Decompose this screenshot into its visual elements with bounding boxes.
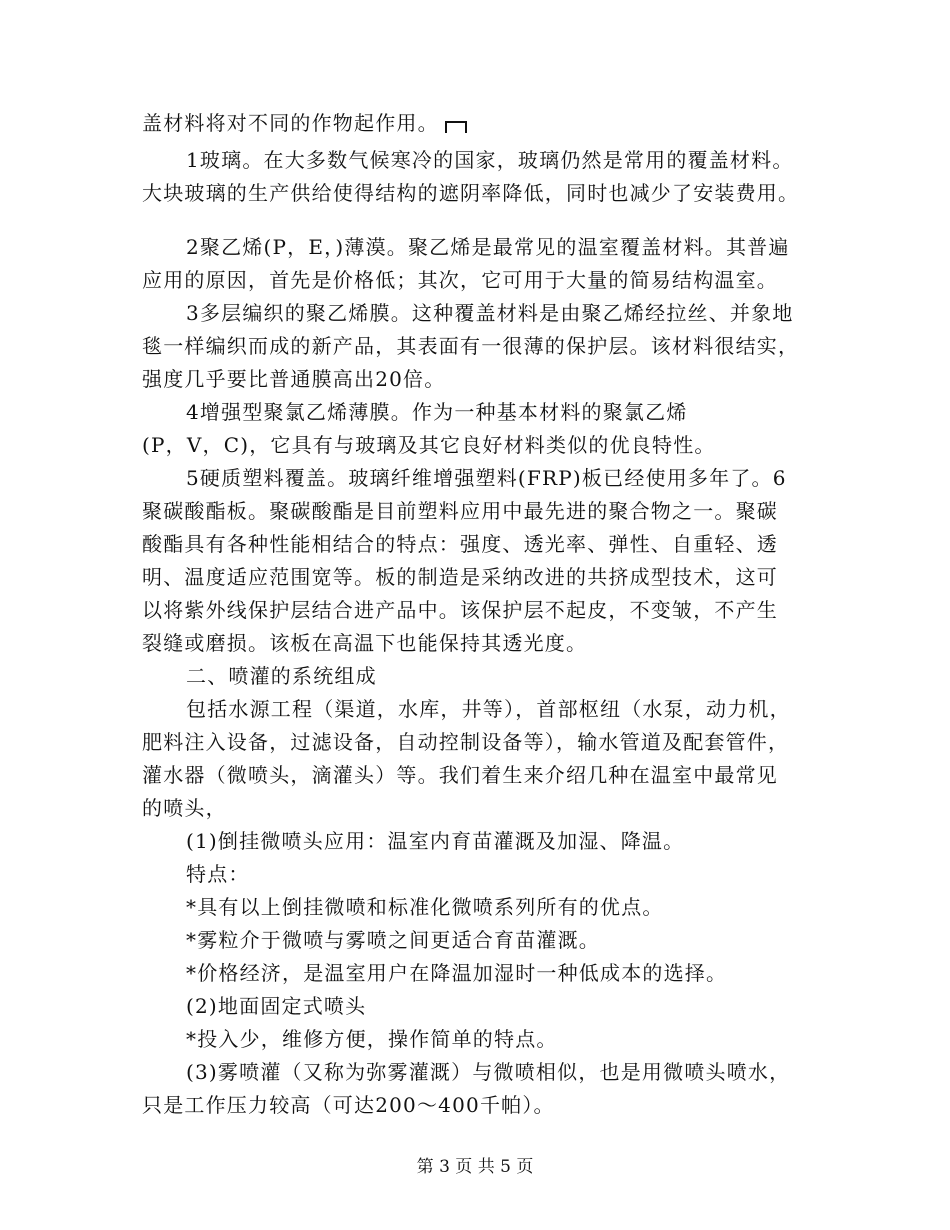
text-line: (2)地面固定式喷头 — [186, 994, 367, 1018]
edit-mark-icon — [445, 121, 467, 133]
section-heading: 二、喷灌的系统组成 — [186, 664, 377, 688]
text-line: 裂缝或磨损。该板在高温下也能保持其透光度。 — [142, 631, 588, 655]
text-line: 强度几乎要比普通膜高出20倍。 — [142, 367, 446, 391]
text-line: 5硬质塑料覆盖。玻璃纤维增强塑料(FRP)板已经使用多年了。6 — [186, 466, 787, 490]
text-line: 的喷头， — [142, 796, 227, 820]
text-line: 大块玻璃的生产供给使得结构的遮阴率降低，同时也减少了安装费用。 — [142, 181, 800, 205]
text-line: 3多层编织的聚乙烯膜。这种覆盖材料是由聚乙烯经拉丝、并象地 — [186, 301, 794, 325]
bullet-line: *雾粒介于微喷与雾喷之间更适合育苗灌溉。 — [186, 928, 600, 952]
text-line: 2聚乙烯(P，E，)薄漠。聚乙烯是最常见的温室覆盖材料。其普遍 — [186, 235, 790, 259]
text-line: 灌水器（微喷头，滴灌头）等。我们着生来介绍几种在温室中最常见 — [142, 763, 778, 787]
text-line: 特点： — [186, 862, 250, 886]
text-line: 1玻璃。在大多数气候寒冷的国家，玻璃仍然是常用的覆盖材料。 — [186, 148, 794, 172]
text-line: 肥料注入设备，过滤设备，自动控制设备等），输水管道及配套管件， — [142, 730, 790, 754]
text-line: 聚碳酸酯板。聚碳酸酯是目前塑料应用中最先进的聚合物之一。聚碳 — [142, 499, 778, 523]
text-line: 应用的原因，首先是价格低；其次，它可用于大量的简易结构温室。 — [142, 268, 778, 292]
text-line: 盖材料将对不同的作物起作用。 — [142, 110, 467, 136]
text-line: 明、温度适应范围宽等。板的制造是采纳改进的共挤成型技术，这可 — [142, 565, 778, 589]
page-footer: 第 3 页 共 5 页 — [416, 1157, 534, 1177]
bullet-line: *投入少，维修方便，操作简单的特点。 — [186, 1027, 558, 1051]
text-line: 只是工作压力较高（可达200～400千帕）。 — [142, 1093, 555, 1117]
bullet-line: *具有以上倒挂微喷和标准化微喷系列所有的优点。 — [186, 895, 664, 919]
text-line: 酸酯具有各种性能相结合的特点：强度、透光率、弹性、自重轻、透 — [142, 532, 778, 556]
text-line: (P，V，C)，它具有与玻璃及其它良好材料类似的优良特性。 — [142, 433, 716, 457]
text-line: 4增强型聚氯乙烯薄膜。作为一种基本材料的聚氯乙烯 — [186, 400, 688, 424]
text-line: 以将紫外线保护层结合进产品中。该保护层不起皮，不变皱，不产生 — [142, 598, 778, 622]
bullet-line: *价格经济，是温室用户在降温加湿时一种低成本的选择。 — [186, 961, 728, 985]
text-line: 毯一样编织而成的新产品，其表面有一很薄的保护层。该材料很结实， — [142, 334, 800, 358]
text-line: 包括水源工程（渠道，水库，井等），首部枢纽（水泵，动力机， — [186, 697, 791, 721]
text-line: (1)倒挂微喷头应用：温室内育苗灌溉及加湿、降温。 — [186, 829, 685, 853]
text-line: (3)雾喷灌（又称为弥雾灌溉）与微喷相似，也是用微喷头喷水， — [186, 1060, 791, 1084]
